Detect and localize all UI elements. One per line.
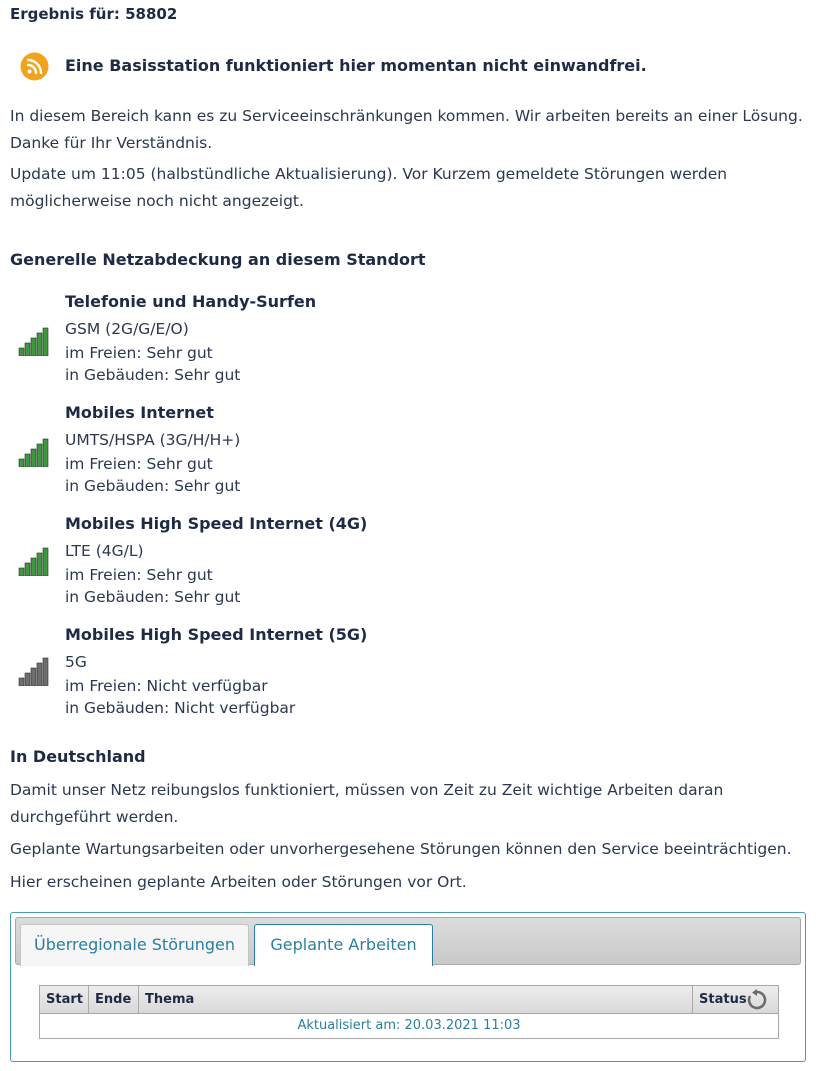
disruptions-panel	[10, 912, 806, 1062]
coverage-item-title: Telefonie und Handy-Surfen	[65, 292, 317, 311]
coverage-item-tech: GSM (2G/G/E/O)	[65, 320, 189, 338]
coverage-item-outdoor: im Freien: Nicht verfügbar	[65, 677, 268, 695]
column-header-topic[interactable]: Thema	[139, 986, 693, 1013]
germany-text-2: Geplante Wartungsarbeiten oder unvorhergesehene Störungen können den Service beeinträchtigen.	[10, 840, 792, 858]
column-header-start[interactable]: Start	[40, 986, 89, 1013]
coverage-item-tech: LTE (4G/L)	[65, 542, 144, 560]
coverage-item-title: Mobiles Internet	[65, 403, 214, 422]
column-header-status[interactable]: Status	[699, 992, 747, 1007]
coverage-section-title: Generelle Netzabdeckung an diesem Standort	[10, 250, 426, 269]
coverage-item-indoor: in Gebäuden: Sehr gut	[65, 588, 241, 606]
last-updated-text: Aktualisiert am: 20.03.2021 11:03	[40, 1014, 778, 1038]
coverage-item-tech: UMTS/HSPA (3G/H/H+)	[65, 431, 241, 449]
tab-supraregional-disruptions[interactable]: Überregionale Störungen	[20, 924, 249, 966]
coverage-item	[0, 514, 831, 614]
tab-planned-works[interactable]: Geplante Arbeiten	[254, 924, 433, 966]
coverage-item-indoor: in Gebäuden: Nicht verfügbar	[65, 699, 296, 717]
signal-bars-icon	[17, 326, 51, 356]
coverage-item-indoor: in Gebäuden: Sehr gut	[65, 477, 241, 495]
coverage-item-title: Mobiles High Speed Internet (4G)	[65, 514, 368, 533]
coverage-item-outdoor: im Freien: Sehr gut	[65, 344, 213, 362]
update-info-text: Update um 11:05 (halbstündliche Aktualisierung). Vor Kurzem gemeldete Störungen werden möglicherweise noch nicht angezeigt.	[10, 165, 728, 210]
germany-text-3: Hier erscheinen geplante Arbeiten oder Störungen vor Ort.	[10, 873, 467, 891]
result-title: Ergebnis für: 58802	[10, 5, 178, 23]
disruptions-table	[39, 985, 779, 1039]
coverage-item-outdoor: im Freien: Sehr gut	[65, 455, 213, 473]
coverage-item	[0, 403, 831, 503]
coverage-item-indoor: in Gebäuden: Sehr gut	[65, 366, 241, 384]
signal-bars-icon	[17, 437, 51, 467]
coverage-item-outdoor: im Freien: Sehr gut	[65, 566, 213, 584]
germany-text-1: Damit unser Netz reibungslos funktioniert, müssen von Zeit zu Zeit wichtige Arbeiten daran durchgeführt werden.	[10, 781, 724, 826]
coverage-item	[0, 625, 831, 725]
rss-warning-icon	[20, 52, 49, 81]
alert-message: Eine Basisstation funktioniert hier momentan nicht einwandfrei.	[65, 56, 647, 75]
signal-bars-icon	[17, 546, 51, 576]
table-header	[40, 986, 778, 1014]
service-info-text: In diesem Bereich kann es zu Serviceeinschränkungen kommen. Wir arbeiten bereits an einer Lösung. Danke für Ihr Verständnis.	[10, 107, 803, 152]
column-header-end[interactable]: Ende	[89, 986, 139, 1013]
tab-bar	[15, 917, 801, 965]
coverage-item-tech: 5G	[65, 653, 87, 671]
reload-icon[interactable]	[746, 989, 768, 1011]
signal-bars-icon	[17, 656, 51, 686]
coverage-item-title: Mobiles High Speed Internet (5G)	[65, 625, 368, 644]
germany-section-title: In Deutschland	[10, 747, 146, 766]
coverage-item	[0, 292, 831, 392]
